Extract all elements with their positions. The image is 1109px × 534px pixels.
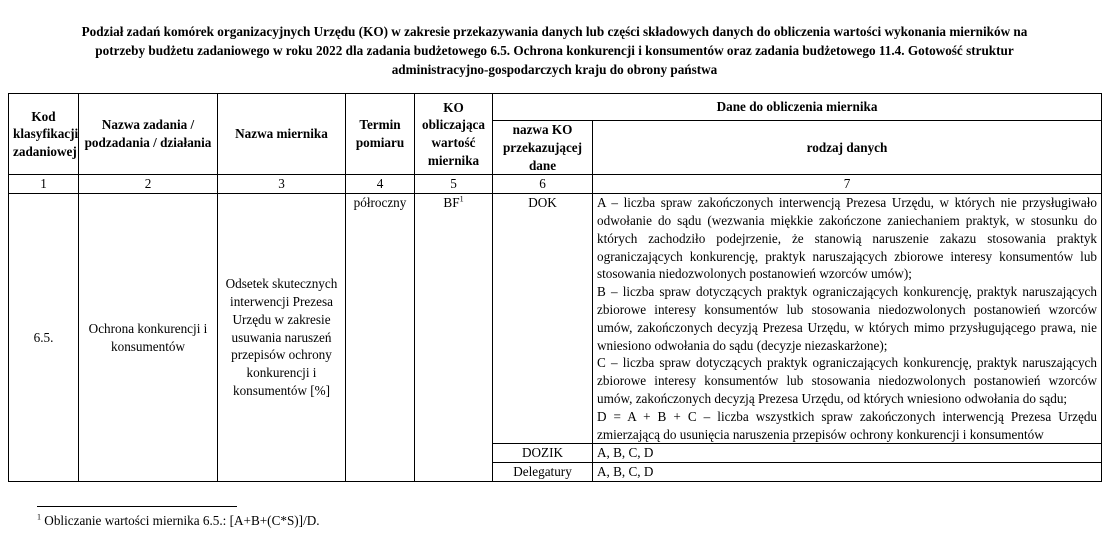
header-nazwa-miernika: Nazwa miernika: [218, 94, 346, 175]
footnote-ref: 1: [459, 194, 464, 204]
footnote: [37, 513, 320, 529]
column-number: 1: [9, 175, 79, 194]
column-number: 2: [79, 175, 218, 194]
cell-termin: półroczny: [346, 194, 415, 482]
title-line-1: Podział zadań komórek organizacyjnych Urzędu (KO) w zakresie przekazywania danych lub części składowych danych do obliczenia wartości wykonania mierników na: [81, 24, 1028, 39]
header-dane-group: Dane do obliczenia miernika: [493, 94, 1102, 121]
header-ko-obliczajaca: KO obliczająca wartość miernika: [415, 94, 493, 175]
definition-d: D = A + B + C – liczba wszystkich spraw zakończonych interwencją Prezesa Urzędu zmierzającą do usunięcia naruszenia przepisów ochrony konkurencji i konsumentów: [597, 408, 1098, 442]
cell-rodzaj-danych: [593, 194, 1102, 444]
definition-c: C – liczba spraw dotyczących praktyk ograniczających konkurencję, praktyk naruszających zbiorowe interesy konsumentów lub stosowania niedozwolonych postanowień wzorców umów, zakończonych decyzją Prezesa Urzędu, od których wniesiono odwołania do sądu;: [597, 355, 1098, 406]
column-number: 3: [218, 175, 346, 194]
cell-nazwa-ko: DOZIK: [493, 444, 593, 463]
cell-nazwa-zadania: Ochrona konkurencji i konsumentów: [79, 194, 218, 482]
cell-nazwa-ko: Delegatury: [493, 463, 593, 482]
footnote-mark: 1: [37, 512, 41, 522]
column-number: 6: [493, 175, 593, 194]
cell-rodzaj-danych: A, B, C, D: [593, 444, 1102, 463]
column-number-row: [9, 175, 1102, 194]
definition-a: A – liczba spraw zakończonych interwencją Prezesa Urzędu, w których nie przysługiwało odwołanie do sądu (wezwania miękkie zakończone zaniechaniem praktyk, w stosunku do których zachodziło podejrzenie, że stanowią naruszenie zakazu stosowania praktyk ograniczających konkurencję, praktyk naruszających zbiorowe interesy konsumentów lub stosowania niedozwolonych postanowień wzorców umów);: [597, 195, 1098, 282]
header-rodzaj: rodzaj danych: [593, 121, 1102, 175]
ko-value: BF: [443, 195, 460, 211]
header-kod: Kod klasyfikacji zadaniowej: [9, 94, 79, 175]
footnote-text: Obliczanie wartości miernika 6.5.: [A+B+(C*S)]/D.: [41, 513, 320, 528]
title-line-2: potrzeby budżetu zadaniowego w roku 2022 dla zadania budżetowego 6.5. Ochrona konkurencji i konsumentów oraz zadania budżetowego 11.4. Gotowość struktur: [95, 43, 1014, 58]
header-nazwa-ko: nazwa KO przekazującej dane: [493, 121, 593, 175]
footnote-separator: [37, 506, 237, 507]
document-title: [0, 22, 1109, 79]
title-line-3: administracyjno-gospodarczych kraju do obrony państwa: [391, 62, 718, 77]
cell-kod: 6.5.: [9, 194, 79, 482]
column-number: 4: [346, 175, 415, 194]
column-number: 5: [415, 175, 493, 194]
definition-b: B – liczba spraw dotyczących praktyk ograniczających konkurencję, praktyk naruszających zbiorowe interesy konsumentów lub stosowania niedozwolonych postanowień wzorców umów, zakończonych decyzją Prezesa Urzędu, w których mimo przysługującego prawa, nie wniesiono odwołania do sądu (decyzje niezaskarżone);: [597, 284, 1098, 353]
table-row: [9, 194, 1102, 444]
cell-rodzaj-danych: A, B, C, D: [593, 463, 1102, 482]
cell-ko-obliczajaca: [415, 194, 493, 482]
column-number: 7: [593, 175, 1102, 194]
cell-nazwa-ko: DOK: [493, 194, 593, 444]
header-termin: Termin pomiaru: [346, 94, 415, 175]
cell-nazwa-miernika: Odsetek skutecznych interwencji Prezesa Urzędu w zakresie usuwania naruszeń przepisów ochrony konkurencji i konsumentów [%]: [218, 194, 346, 482]
header-nazwa-zadania: Nazwa zadania / podzadania / działania: [79, 94, 218, 175]
task-table: [8, 93, 1102, 482]
